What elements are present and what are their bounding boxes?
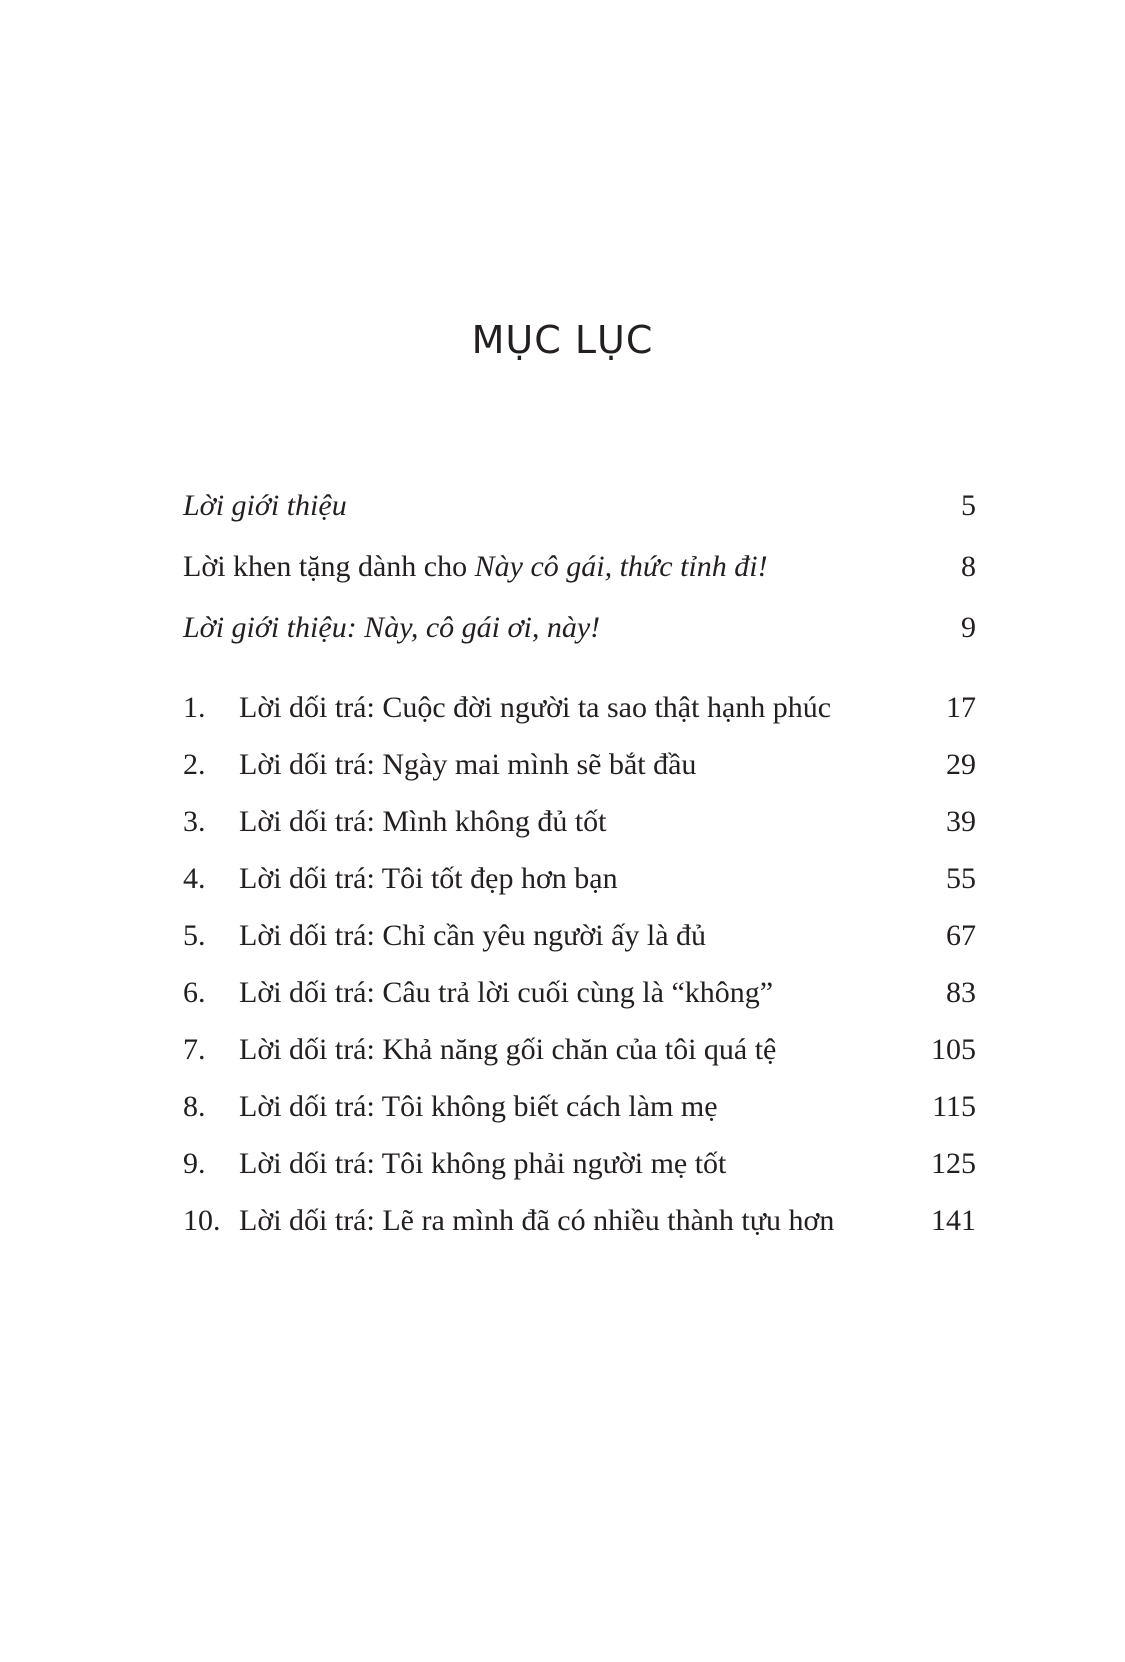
toc-entry[interactable]	[183, 547, 976, 587]
chapter-title: Lời dối trá: Khả năng gối chăn của tôi quá tệ	[239, 1033, 777, 1066]
entry-title-italic: Lời giới thiệu	[183, 489, 347, 522]
toc-page-number: 8	[961, 550, 976, 583]
toc-page-number: 29	[946, 748, 976, 781]
chapter-title: Lời dối trá: Mình không đủ tốt	[239, 805, 607, 838]
chapter-entry[interactable]	[183, 802, 976, 842]
toc-page-number: 105	[931, 1033, 976, 1066]
chapter-title: Lời dối trá: Lẽ ra mình đã có nhiều thành tựu hơn	[239, 1204, 835, 1237]
toc-page-number: 55	[946, 862, 976, 895]
toc-page-number: 125	[931, 1147, 976, 1180]
toc-entry-title	[183, 547, 768, 587]
toc-entry[interactable]	[183, 608, 976, 648]
toc-page-number: 83	[946, 976, 976, 1009]
toc-entry[interactable]	[183, 486, 976, 526]
chapter-entry[interactable]	[183, 1030, 976, 1070]
entry-title-italic: Lời giới thiệu: Này, cô gái ơi, này!	[183, 611, 601, 644]
entry-title-roman: Lời khen tặng dành cho	[183, 550, 475, 583]
chapter-entry[interactable]	[183, 916, 976, 956]
toc-entry-title	[183, 608, 600, 648]
toc-page-number: 141	[931, 1204, 976, 1237]
chapter-title: Lời dối trá: Tôi tốt đẹp hơn bạn	[239, 862, 618, 895]
chapter-title: Lời dối trá: Chỉ cần yêu người ấy là đủ	[239, 919, 707, 952]
chapter-entry[interactable]	[183, 973, 976, 1013]
chapter-number: 6.	[183, 976, 206, 1009]
page-title: MỤC LỤC	[471, 318, 654, 362]
chapter-number: 3.	[183, 805, 206, 838]
toc-page-number: 39	[946, 805, 976, 838]
chapter-entry[interactable]	[183, 1201, 976, 1241]
chapter-number: 9.	[183, 1147, 206, 1180]
chapter-number: 10.	[183, 1204, 221, 1237]
chapter-entry[interactable]	[183, 745, 976, 785]
chapter-entry[interactable]	[183, 688, 976, 728]
toc-page-number: 17	[946, 691, 976, 724]
chapter-number: 4.	[183, 862, 206, 895]
chapter-number: 8.	[183, 1090, 206, 1123]
chapter-entry[interactable]	[183, 859, 976, 899]
chapter-number: 1.	[183, 691, 206, 724]
chapter-title: Lời dối trá: Câu trả lời cuối cùng là “không”	[239, 976, 774, 1009]
chapter-title: Lời dối trá: Ngày mai mình sẽ bắt đầu	[239, 748, 697, 781]
entry-title-italic: Này cô gái, thức tỉnh đi!	[474, 550, 768, 583]
chapter-entry[interactable]	[183, 1144, 976, 1184]
toc-page-number: 5	[961, 489, 976, 522]
chapter-number: 5.	[183, 919, 206, 952]
chapter-title: Lời dối trá: Tôi không biết cách làm mẹ	[239, 1090, 718, 1123]
toc-page-number: 115	[932, 1090, 976, 1123]
chapter-number: 2.	[183, 748, 206, 781]
chapter-title: Lời dối trá: Tôi không phải người mẹ tốt	[239, 1147, 727, 1180]
chapter-title: Lời dối trá: Cuộc đời người ta sao thật hạnh phúc	[239, 691, 832, 724]
chapter-number: 7.	[183, 1033, 206, 1066]
toc-page-number: 9	[961, 611, 976, 644]
toc-page-number: 67	[946, 919, 976, 952]
toc-entry-title	[183, 486, 347, 526]
chapter-entry[interactable]	[183, 1087, 976, 1127]
